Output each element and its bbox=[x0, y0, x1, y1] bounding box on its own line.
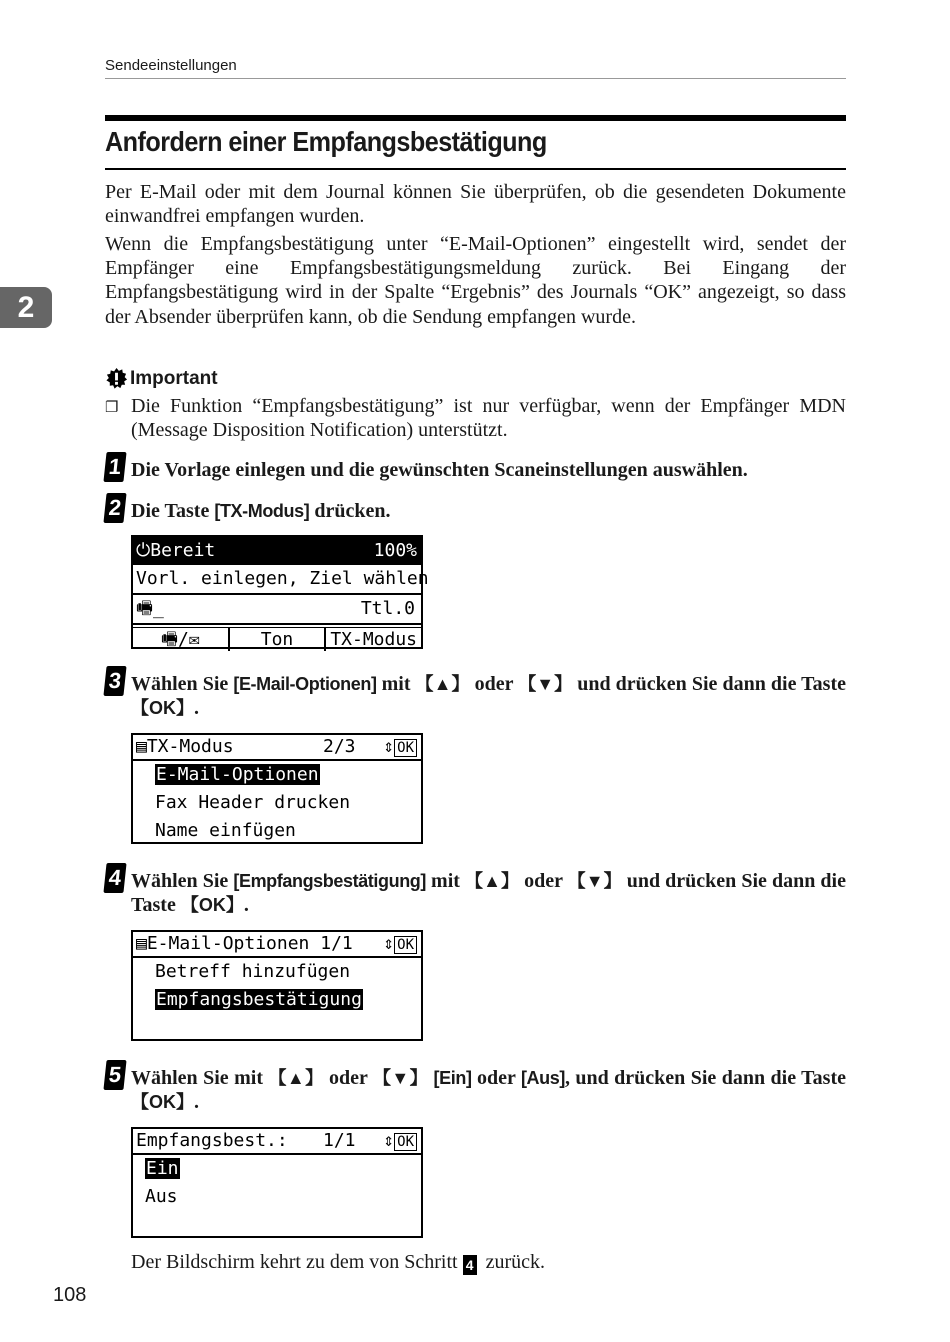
step-number-1: 1 bbox=[103, 452, 126, 482]
lcd-memory-percent: 100% bbox=[373, 540, 417, 561]
ok-icon: OK bbox=[394, 1133, 417, 1151]
step-4-reference-icon: 4 bbox=[463, 1255, 477, 1275]
lcd-title-row: ▤E-Mail-Optionen 1/1 ⇕ OK bbox=[133, 932, 421, 958]
step-5-text: Wählen Sie mit 【▲】 oder 【▼】 [Ein] oder [Aus], und drücken Sie dann die Taste 【OK】. bbox=[131, 1067, 846, 1114]
menu-icon: ▤ bbox=[136, 933, 147, 954]
ok-key-ref: 【OK】 bbox=[131, 698, 194, 719]
lcd-screen-ready bbox=[131, 535, 429, 650]
option-ein[interactable]: Ein bbox=[146, 1158, 179, 1179]
softkey-tx-modus[interactable]: TX-Modus bbox=[326, 627, 421, 651]
option-aus[interactable]: Aus bbox=[145, 1186, 178, 1207]
step-number-4: 4 bbox=[103, 863, 126, 893]
softkey-ton[interactable]: Ton bbox=[230, 627, 327, 651]
ok-key-ref: 【OK】 bbox=[131, 1092, 194, 1113]
lcd-total: Ttl.0 bbox=[360, 598, 415, 619]
lcd-title-row: Empfangsbest.: 1/1 ⇕ OK bbox=[133, 1129, 421, 1155]
lcd-title-row: ▤TX-Modus 2/3 ⇕ OK bbox=[133, 735, 421, 761]
menu-item-betreff[interactable]: Betreff hinzufügen bbox=[155, 961, 351, 982]
up-arrow-key-ref: 【▲】 bbox=[465, 871, 520, 891]
important-icon bbox=[105, 367, 128, 390]
important-note-text: Die Funktion “Empfangsbestätigung” ist nur verfügbar, wenn der Empfänger MDN (Message Disposition Notification) unterstützt. bbox=[131, 395, 846, 442]
up-down-icon: ⇕ bbox=[383, 736, 395, 757]
title-rule-bottom bbox=[105, 168, 846, 170]
tx-modus-button-ref: [TX-Modus] bbox=[214, 501, 310, 521]
page-number: 108 bbox=[53, 1284, 87, 1306]
step-2-text: Die Taste [TX-Modus] drücken. bbox=[131, 500, 391, 522]
step-4-text: Wählen Sie [Empfangsbestätigung] mit 【▲】 oder 【▼】 und drücken Sie dann die Taste 【OK】. bbox=[131, 870, 846, 917]
title-rule-top bbox=[105, 115, 846, 121]
down-arrow-key-ref: 【▼】 bbox=[567, 871, 622, 891]
up-down-icon: ⇕ bbox=[383, 933, 395, 954]
note-checkbox-icon: ❐ bbox=[105, 400, 119, 416]
step-number-3: 3 bbox=[103, 666, 126, 696]
up-down-icon: ⇕ bbox=[383, 1130, 395, 1151]
empfangsbestaetigung-button-ref: [Empfangsbestätigung] bbox=[233, 871, 426, 891]
menu-item-empfangsbestaetigung[interactable]: Empfangsbestätigung bbox=[156, 989, 362, 1010]
email-options-button-ref: [E-Mail-Optionen] bbox=[233, 674, 377, 694]
description-paragraph: Wenn die Empfangsbestätigung unter “E-Mail-Optionen” eingestellt wird, sendet der Empfänger eine Empfangsbestätigungsmeldung zurück. Bei Eingang der Empfangsbestätigung wird in der Spalte “Ergebnis” des Journals “OK” angezeigt, so dass der Absender überprüfen kann, ob die Sendung empfangen wurde. bbox=[105, 233, 846, 328]
menu-item-name-einfuegen[interactable]: Name einfügen bbox=[155, 820, 296, 841]
return-note: Der Bildschirm kehrt zu dem von Schritt 4 zurück. bbox=[131, 1251, 546, 1273]
header-rule bbox=[105, 78, 846, 79]
aus-button-ref: [Aus] bbox=[520, 1068, 565, 1088]
lcd-softkeys bbox=[133, 627, 421, 651]
section-title: Anfordern einer Empfangsbestätigung bbox=[105, 126, 547, 157]
lcd-screen-empfangsbest bbox=[131, 1127, 423, 1238]
lcd-status-row bbox=[133, 537, 421, 565]
menu-item-email-options[interactable]: E-Mail-Optionen bbox=[156, 764, 319, 785]
intro-paragraph: Per E-Mail oder mit dem Journal können Sie überprüfen, ob die gesendeten Dokumente einwandfrei empfangen wurden. bbox=[105, 181, 846, 228]
fax-email-icon: 🖷/✉ bbox=[161, 629, 200, 650]
menu-icon: ▤ bbox=[136, 736, 147, 757]
chapter-tab: 2 bbox=[0, 287, 52, 328]
up-arrow-key-ref: 【▲】 bbox=[415, 674, 470, 694]
lcd-screen-tx-modus bbox=[131, 733, 423, 844]
down-arrow-key-ref: 【▼】 bbox=[518, 674, 573, 694]
ok-icon: OK bbox=[394, 936, 417, 954]
ein-button-ref: [Ein] bbox=[433, 1068, 472, 1088]
up-arrow-key-ref: 【▲】 bbox=[268, 1068, 324, 1088]
menu-item-fax-header[interactable]: Fax Header drucken bbox=[155, 792, 351, 813]
step-3-text: Wählen Sie [E-Mail-Optionen] mit 【▲】 oder 【▼】 und drücken Sie dann die Taste 【OK】. bbox=[131, 673, 846, 720]
down-arrow-key-ref: 【▼】 bbox=[372, 1068, 429, 1088]
running-header: Sendeeinstellungen bbox=[105, 57, 237, 74]
lcd-destination-row: 🖷_ Ttl.0 bbox=[133, 595, 421, 625]
lcd-screen-email-options bbox=[131, 930, 423, 1041]
important-heading bbox=[105, 367, 218, 390]
power-icon: ⏻ bbox=[136, 540, 151, 561]
lcd-instruction-row: Vorl. einlegen, Ziel wählen bbox=[133, 565, 421, 595]
fax-icon: 🖷 bbox=[136, 598, 153, 619]
ok-key-ref: 【OK】 bbox=[180, 895, 244, 916]
step-1-text: Die Vorlage einlegen und die gewünschten Scaneinstellungen auswählen. bbox=[131, 459, 748, 481]
step-number-2: 2 bbox=[103, 493, 126, 523]
important-label: Important bbox=[130, 367, 218, 389]
softkey-fax-email[interactable] bbox=[133, 627, 230, 651]
step-number-5: 5 bbox=[103, 1060, 126, 1090]
ok-icon: OK bbox=[394, 739, 417, 757]
lcd-status: Bereit bbox=[150, 540, 216, 561]
